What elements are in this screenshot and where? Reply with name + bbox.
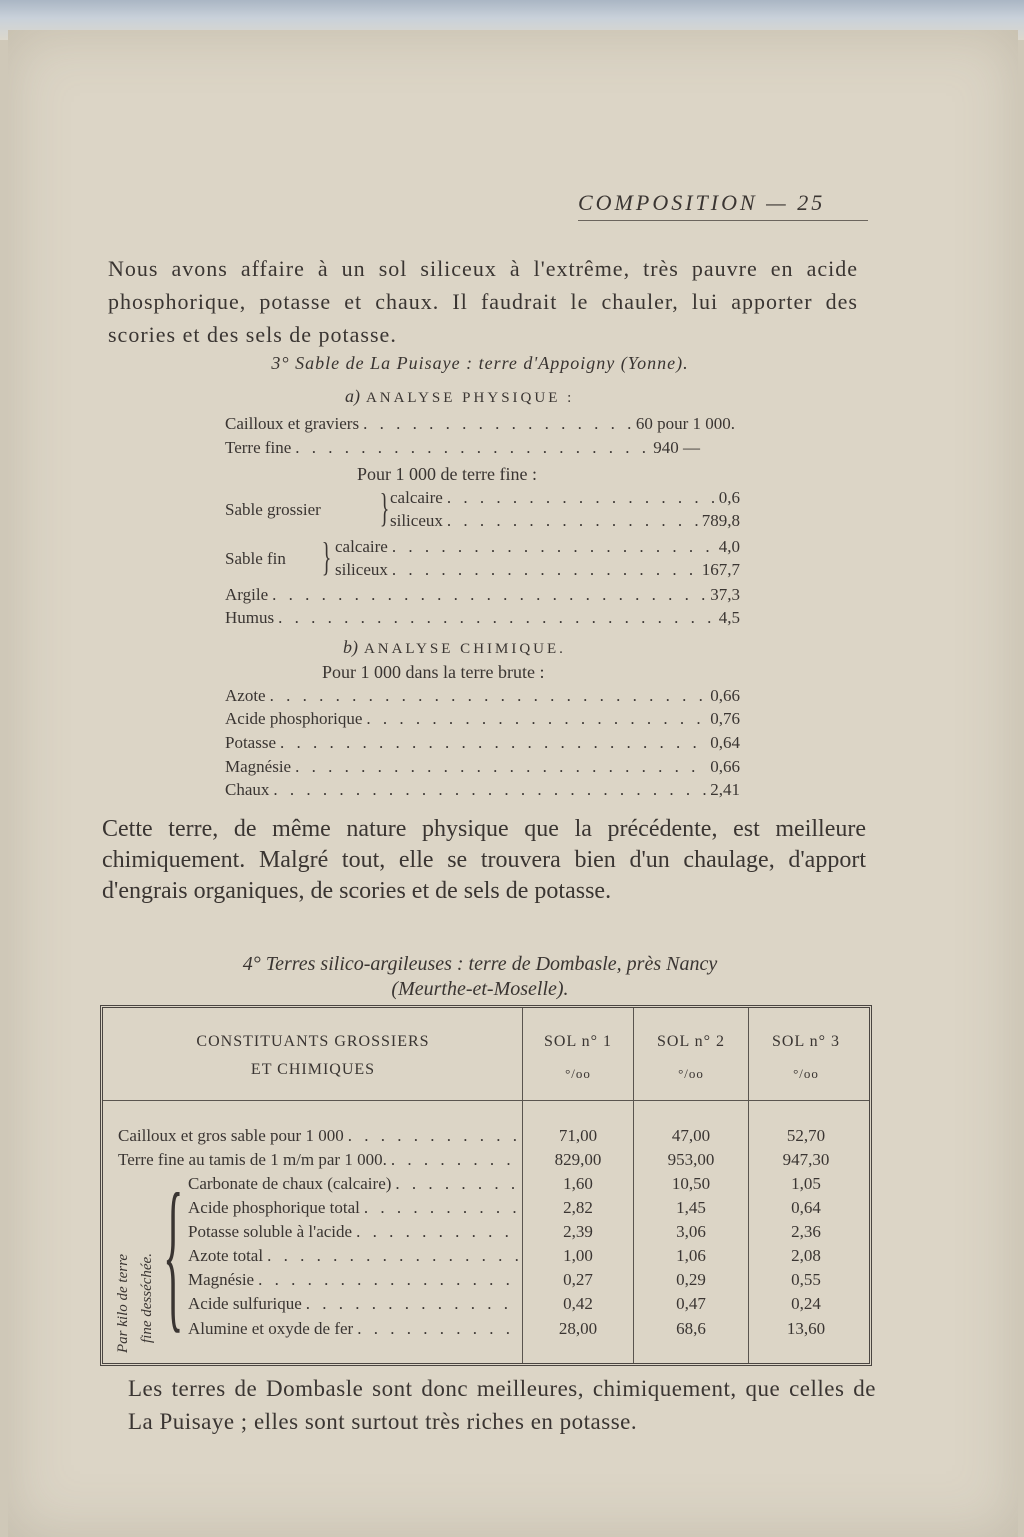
unit-label: °/oo (793, 1066, 819, 1081)
cell-value: 0,47 (676, 1294, 706, 1313)
subheading-text: ANALYSE PHYSIQUE : (365, 390, 575, 406)
dot-leader (306, 1294, 518, 1314)
column-title: SOL n° 3 (771, 1033, 841, 1050)
cell-value: 2,36 (791, 1222, 821, 1241)
row-label: Acide phosphorique total (188, 1198, 360, 1217)
row-label: siliceux (335, 560, 388, 579)
table-row (188, 1222, 518, 1246)
row-value: 4,0 (718, 537, 740, 556)
row-value: 60 pour 1 000. (635, 414, 735, 433)
cell-value: 2,08 (791, 1246, 821, 1265)
header-line: ET CHIMIQUES (250, 1061, 376, 1078)
dot-leader (295, 757, 706, 777)
group-label: Sable fin (225, 549, 286, 568)
data-row (225, 757, 740, 779)
dot-leader (364, 1198, 518, 1218)
header-line: CONSTITUANTS GROSSIERS (196, 1033, 430, 1050)
paragraph-3: Les terres de Dombasle sont donc meilleures, chimiquement, que celles de La Puisaye ; elles sont surtout très riches en potasse. (128, 1376, 876, 1434)
cell-value: 947,30 (782, 1150, 830, 1169)
dot-leader (273, 780, 706, 800)
data-row (225, 780, 740, 802)
note-raw-earth: Pour 1 000 dans la terre brute : (322, 662, 545, 682)
data-row (225, 438, 700, 460)
row-label: Cailloux et graviers (225, 414, 360, 433)
cell-value: 52,70 (786, 1126, 826, 1145)
row-value: 0,6 (718, 488, 740, 507)
row-label: Potasse soluble à l'acide (188, 1222, 353, 1241)
table-header-sol-2 (634, 1028, 748, 1088)
subheading-text: ANALYSE CHIMIQUE. (363, 641, 566, 657)
brace-icon: } (321, 534, 332, 579)
row-label: Potasse (225, 733, 276, 752)
data-row (225, 414, 735, 436)
cell-value: 71,00 (558, 1126, 598, 1145)
paragraph-2: Cette terre, de même nature physique que la précédente, est meilleure chimiquement. Malgré tout, elle se trouvera bien d'un chaulage, d'apport d'engrais organiques, de scories et de sels de potasse. (102, 816, 866, 904)
section-heading-3: 3° Sable de La Puisaye : terre d'Appoigny (Yonne). (271, 353, 689, 373)
composition-table (100, 1005, 872, 1366)
data-row (335, 537, 740, 559)
paragraph-1: Nous avons affaire à un sol siliceux à l'extrême, très pauvre en acide phosphorique, potasse et chaux. Il faudrait le chauler, lui apporter des scories et des sels de potasse. (108, 256, 858, 347)
running-head: COMPOSITION — 25 (578, 190, 868, 221)
row-value: 37,3 (710, 585, 740, 604)
dot-leader (278, 608, 715, 628)
table-row (188, 1174, 518, 1198)
row-label: Argile (225, 585, 269, 604)
dot-leader (280, 733, 706, 753)
dot-leader (395, 1174, 518, 1194)
row-label: Terre fine (225, 438, 292, 457)
brace-icon: { (163, 1159, 184, 1347)
dot-leader (357, 1319, 518, 1339)
cell-value: 3,06 (676, 1222, 706, 1241)
cell-value: 47,00 (671, 1126, 711, 1145)
group-label: Sable grossier (225, 500, 321, 519)
subheading-physical (345, 386, 574, 407)
table-row (188, 1198, 518, 1222)
data-row (225, 608, 740, 630)
data-row (390, 511, 740, 533)
cell-value: 1,60 (563, 1174, 593, 1193)
table-row (188, 1294, 518, 1318)
row-label: Azote (225, 686, 266, 705)
data-row (335, 560, 740, 582)
dot-leader (363, 414, 632, 434)
row-value: 789,8 (701, 511, 740, 530)
row-label: Magnésie (225, 757, 292, 776)
cell-value: 10,50 (671, 1174, 711, 1193)
row-label: Acide sulfurique (188, 1294, 302, 1313)
cell-value: 2,82 (563, 1198, 593, 1217)
data-row (390, 488, 740, 510)
row-label: calcaire (335, 537, 388, 556)
dot-leader (447, 488, 715, 508)
cell-value: 829,00 (554, 1150, 602, 1169)
row-label: Cailloux et gros sable pour 1 000 (118, 1126, 344, 1145)
cell-value: 0,64 (791, 1198, 821, 1217)
heading-line-2: (Meurthe-et-Moselle). (391, 978, 569, 1000)
column-title: SOL n° 1 (543, 1033, 613, 1050)
sable-grossier-group (225, 485, 740, 534)
data-row (225, 585, 740, 607)
side-label: fine desséchée. (139, 1253, 155, 1343)
subheading-letter: a) (345, 386, 360, 406)
cell-value: 2,39 (563, 1222, 593, 1241)
dot-leader (392, 560, 698, 580)
row-label: Alumine et oxyde de fer (188, 1319, 354, 1338)
cell-value: 953,00 (667, 1150, 715, 1169)
cell-value: 0,42 (563, 1294, 593, 1313)
column-title: SOL n° 2 (656, 1033, 726, 1050)
dot-leader (270, 686, 707, 706)
row-label: Acide phosphorique (225, 709, 363, 728)
row-label: Chaux (225, 780, 270, 799)
cell-value: 1,45 (676, 1198, 706, 1217)
unit-label: °/oo (678, 1066, 704, 1081)
section-heading-4 (160, 952, 800, 1002)
row-label: Terre fine au tamis de 1 m/m par 1 000. (118, 1150, 387, 1169)
dot-leader (272, 585, 706, 605)
cell-value: 1,00 (563, 1246, 593, 1265)
cell-value: 1,05 (791, 1174, 821, 1193)
data-row (225, 709, 740, 731)
dot-leader (447, 511, 698, 531)
cell-value: 0,24 (791, 1294, 821, 1313)
row-value: 0,66 (710, 686, 740, 705)
row-value: 0,76 (710, 709, 740, 728)
cell-value: 13,60 (786, 1319, 826, 1338)
data-row (225, 686, 740, 708)
row-label: calcaire (390, 488, 443, 507)
cell-value: 68,6 (676, 1319, 706, 1338)
cell-value: 1,06 (676, 1246, 706, 1265)
subheading-chemical (343, 637, 566, 658)
table-header-constituents (123, 1028, 503, 1084)
brace-icon: } (379, 485, 390, 530)
subheading-letter: b) (343, 637, 358, 657)
dot-leader (348, 1126, 518, 1146)
table-header-sol-3 (749, 1028, 863, 1088)
row-value: 0,64 (710, 733, 740, 752)
table-row (188, 1246, 518, 1270)
row-label: Magnésie (188, 1270, 255, 1289)
header-divider (103, 1100, 869, 1101)
dot-leader (391, 1150, 518, 1170)
row-value: 0,66 (710, 757, 740, 776)
table-row (188, 1319, 518, 1343)
row-value: 940 — (653, 438, 700, 457)
dot-leader (392, 537, 715, 557)
unit-label: °/oo (565, 1066, 591, 1081)
row-label: Azote total (188, 1246, 264, 1265)
cell-value: 0,55 (791, 1270, 821, 1289)
table-row (118, 1126, 518, 1150)
row-label: siliceux (390, 511, 443, 530)
row-label: Carbonate de chaux (calcaire) (188, 1174, 392, 1193)
note-fine-earth: Pour 1 000 de terre fine : (357, 464, 537, 484)
row-value: 2,41 (710, 780, 740, 799)
data-row (225, 733, 740, 755)
cell-value: 0,29 (676, 1270, 706, 1289)
cell-value: 28,00 (558, 1319, 598, 1338)
dot-leader (267, 1246, 518, 1266)
row-value: 4,5 (718, 608, 740, 627)
dot-leader (356, 1222, 518, 1242)
row-value: 167,7 (701, 560, 740, 579)
dot-leader (258, 1270, 518, 1290)
dot-leader (295, 438, 649, 458)
row-label: Humus (225, 608, 275, 627)
heading-line-1: 4° Terres silico-argileuses : terre de Dombasle, près Nancy (242, 953, 718, 975)
cell-value: 0,27 (563, 1270, 593, 1289)
table-row (188, 1270, 518, 1294)
table-header-sol-1 (523, 1028, 633, 1088)
side-label: Par kilo de terre (115, 1253, 131, 1353)
sable-fin-group (225, 534, 740, 583)
dot-leader (366, 709, 706, 729)
